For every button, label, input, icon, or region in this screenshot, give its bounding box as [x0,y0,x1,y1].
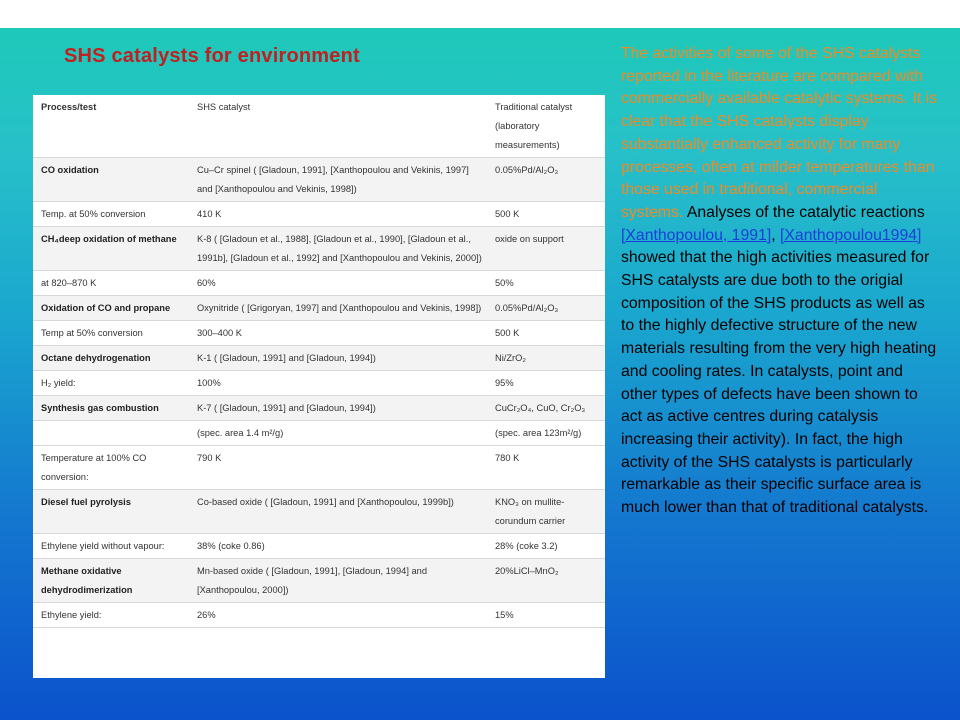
process-cell: CH₄deep oxidation of methane [33,227,191,271]
table-header-row [33,95,605,158]
table-row [33,296,605,321]
shs-catalyst-cell: K-7 ( [Gladoun, 1991] and [Gladoun, 1994]) [191,396,489,421]
traditional-catalyst-cell: KNO₃ on mullite-corundum carrier [489,490,605,534]
shs-catalyst-cell: K-1 ( [Gladoun, 1991] and [Gladoun, 1994]) [191,346,489,371]
process-cell: Diesel fuel pyrolysis [33,490,191,534]
traditional-catalyst-cell: 95% [489,371,605,396]
traditional-catalyst-cell: 500 K [489,202,605,227]
traditional-catalyst-cell: 0.05%Pd/Al₂O₃ [489,296,605,321]
shs-catalyst-cell: 410 K [191,202,489,227]
process-cell: Temp at 50% conversion [33,321,191,346]
process-cell: CO oxidation [33,158,191,202]
shs-catalyst-cell: K-8 ( [Gladoun et al., 1988], [Gladoun et al., 1990], [Gladoun et al., 1991b], [Gladoun et al., 1992] and [Xanthopoulou and Vekinis, 2000]) [191,227,489,271]
shs-catalyst-cell: Co-based oxide ( [Gladoun, 1991] and [Xanthopoulou, 1999b]) [191,490,489,534]
shs-catalyst-cell: 300–400 K [191,321,489,346]
body-text [621,43,941,520]
table-row [33,271,605,296]
process-cell: Oxidation of CO and propane [33,296,191,321]
process-cell: H₂ yield: [33,371,191,396]
intro-paragraph: The activities of some of the SHS catalysts reported in the literature are compared with commercially available catalytic systems. It is clear that the SHS catalysts display substantially enhanced activity for many processes, often at milder temperatures than those used in traditional, commercial systems. [621,45,938,221]
table-row [33,158,605,202]
table-row [33,202,605,227]
table-row [33,534,605,559]
traditional-catalyst-cell: 0.05%Pd/Al₂O₃ [489,158,605,202]
process-cell: Ethylene yield: [33,603,191,628]
process-cell: Methane oxidative dehydrodimerization [33,559,191,603]
table-row [33,421,605,446]
table-row [33,446,605,490]
traditional-catalyst-cell: Ni/ZrO₂ [489,346,605,371]
shs-catalyst-cell: 60% [191,271,489,296]
table-row [33,603,605,628]
traditional-catalyst-cell: 20%LiCl–MnO₂ [489,559,605,603]
table-row [33,396,605,421]
process-cell: Temperature at 100% CO conversion: [33,446,191,490]
shs-catalyst-cell: (spec. area 1.4 m²/g) [191,421,489,446]
slide [0,28,960,720]
table-row [33,559,605,603]
shs-catalyst-cell: 790 K [191,446,489,490]
traditional-catalyst-cell: 500 K [489,321,605,346]
traditional-catalyst-cell: 15% [489,603,605,628]
analysis-text: Analyses of the catalytic reactions [683,203,925,221]
process-cell: Ethylene yield without vapour: [33,534,191,559]
catalyst-comparison-table [33,95,605,678]
slide-title: SHS catalysts for environment [64,45,360,67]
shs-catalyst-cell: Oxynitride ( [Grigoryan, 1997] and [Xanthopoulou and Vekinis, 1998]) [191,296,489,321]
traditional-catalyst-cell: CuCr₂O₄, CuO, Cr₂O₃ [489,396,605,421]
traditional-catalyst-cell: 50% [489,271,605,296]
process-cell: Octane dehydrogenation [33,346,191,371]
comma: , [771,226,776,244]
process-cell: Temp. at 50% conversion [33,202,191,227]
table-row [33,321,605,346]
shs-catalyst-cell: 38% (coke 0.86) [191,534,489,559]
table-row [33,490,605,534]
reference-link-xanthopoulou-1991[interactable]: [Xanthopoulou, 1991] [621,226,772,244]
table-row [33,227,605,271]
reference-link-xanthopoulou-1994[interactable]: [Xanthopoulou1994] [779,226,922,244]
process-cell: Synthesis gas combustion [33,396,191,421]
shs-catalyst-cell: Mn-based oxide ( [Gladoun, 1991], [Gladoun, 1994] and [Xanthopoulou, 2000]) [191,559,489,603]
shs-catalyst-cell: 26% [191,603,489,628]
traditional-catalyst-cell: 780 K [489,446,605,490]
shs-catalyst-cell: 100% [191,371,489,396]
table-row [33,371,605,396]
process-cell [33,421,191,446]
shs-catalyst-cell: Cu–Cr spinel ( [Gladoun, 1991], [Xanthopoulou and Vekinis, 1997] and [Xanthopoulou and Vekinis, 1998]) [191,158,489,202]
header-process: Process/test [33,95,191,158]
traditional-catalyst-cell: (spec. area 123m²/g) [489,421,605,446]
header-shs-catalyst: SHS catalyst [191,95,489,158]
header-traditional-catalyst: Traditional catalyst (laboratory measurements) [489,95,605,158]
traditional-catalyst-cell: oxide on support [489,227,605,271]
table-row [33,346,605,371]
traditional-catalyst-cell: 28% (coke 3.2) [489,534,605,559]
conclusion-text: showed that the high activities measured for SHS catalysts are due both to the origial composition of the SHS products as well as to the highly defective structure of the new materials resulting from the very high heating and cooling rates. In catalysts, point and other types of defects have been shown to act as active centres during catalysis increasing their activity). In fact, the high activity of the SHS catalysts is particularly remarkable as their specific surface area is much lower than that of traditional catalysts. [621,249,937,517]
process-cell: at 820–870 K [33,271,191,296]
